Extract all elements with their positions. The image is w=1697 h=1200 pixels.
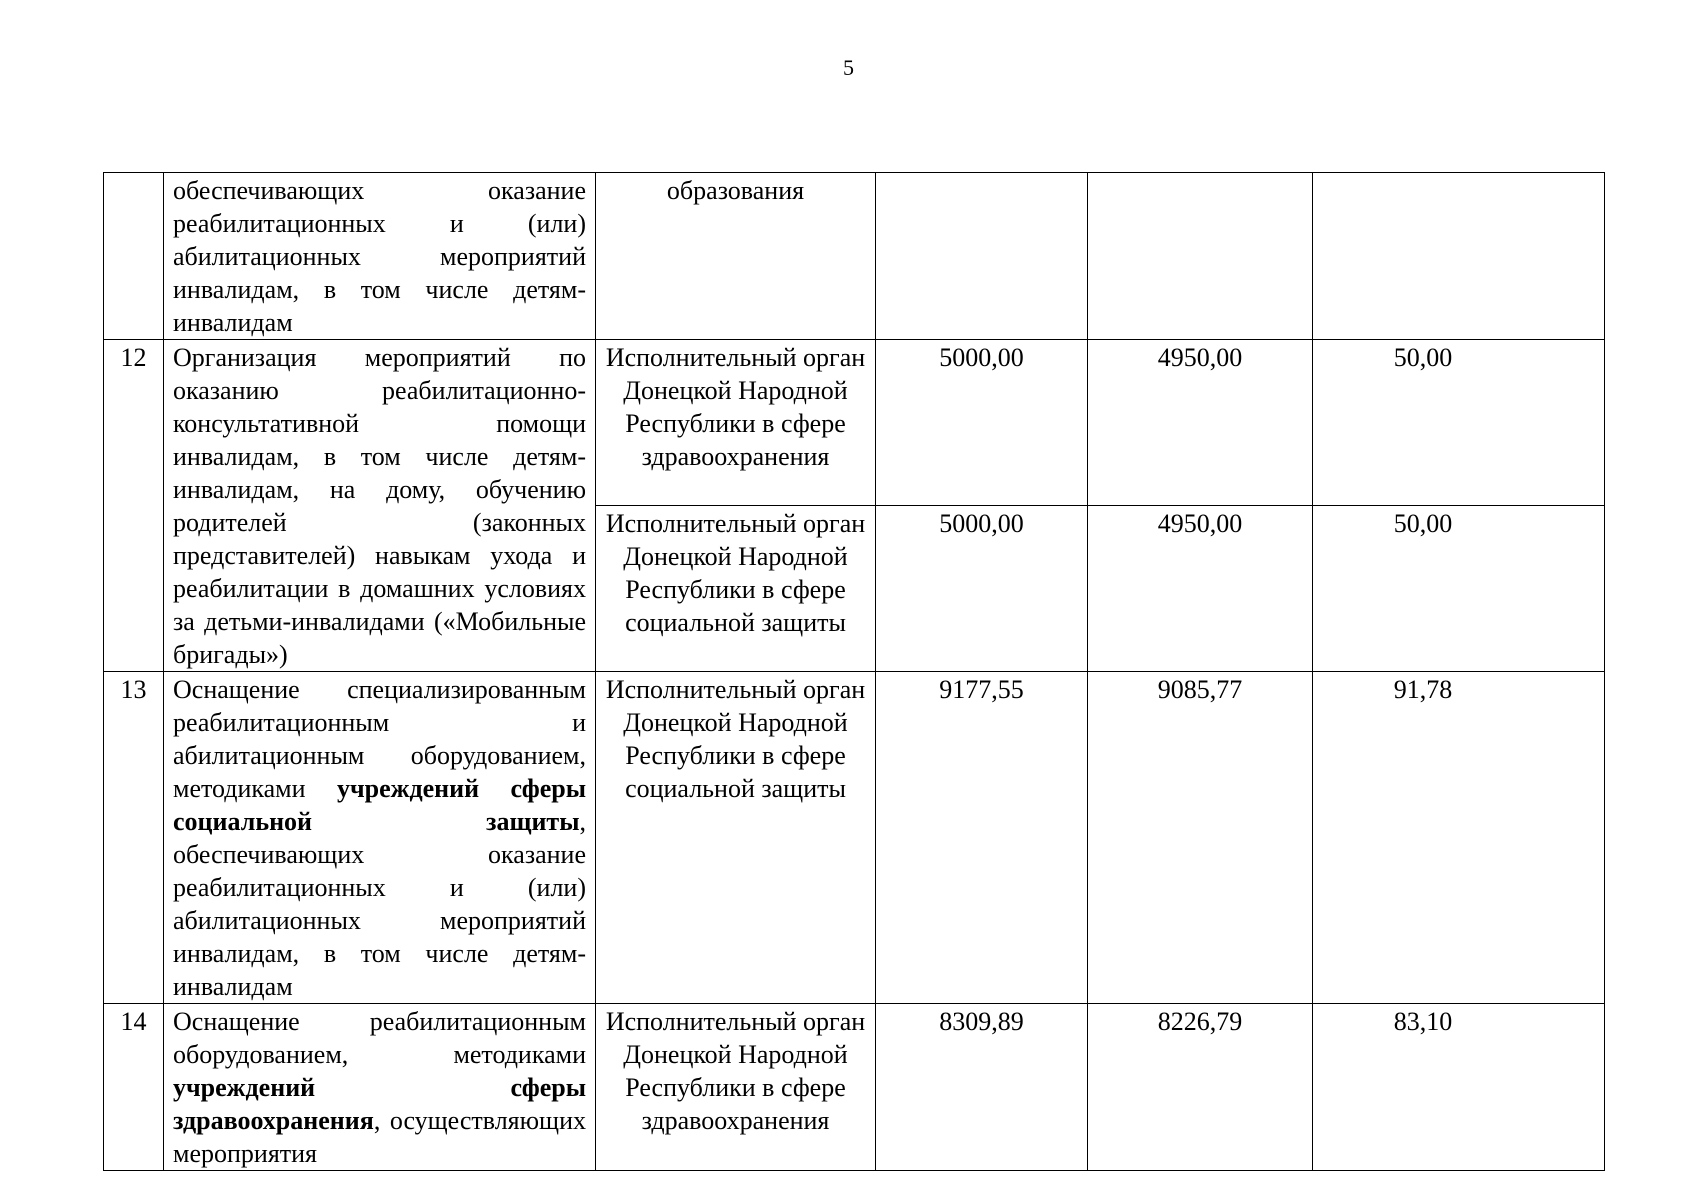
total-amount: 5000,00 bbox=[876, 340, 1088, 506]
row-number-cell bbox=[104, 173, 164, 340]
table-row bbox=[104, 672, 1605, 1004]
measure-description: обеспечивающих оказание реабилитационных и (или) абилитационных мероприятий инвалидам, в том числе детям-инвалидам bbox=[164, 173, 596, 340]
measure-description bbox=[164, 672, 596, 1004]
row-number-cell: 12 bbox=[104, 340, 164, 672]
regional-amount bbox=[1313, 173, 1605, 340]
executor-cell: Исполнительный орган Донецкой Народной Республики в сфере социальной защиты bbox=[596, 506, 876, 672]
measure-description: Организация мероприятий по оказанию реабилитационно-консультативной помощи инвалидам, в том числе детям-инвалидам, на дому, обучению родителей (законных представителей) навыкам ухода и реабилитации в домашних условиях за детьми-инвалидами («Мобильные бригады») bbox=[164, 340, 596, 672]
regional-amount: 50,00 bbox=[1313, 340, 1605, 506]
measures-table bbox=[103, 172, 1605, 1171]
description-bold-text: учреждений сферы здравоохранения bbox=[173, 1073, 586, 1135]
federal-amount: 4950,00 bbox=[1088, 506, 1313, 672]
regional-amount: 91,78 bbox=[1313, 672, 1605, 1004]
description-text: , осуществляющих мероприятия bbox=[173, 1106, 586, 1168]
table-row bbox=[104, 173, 1605, 340]
description-bold-text: учреждений сферы социальной защиты bbox=[173, 774, 587, 836]
description-text: Оснащение специализированным реабилитационным и абилитационным оборудованием, методиками bbox=[173, 675, 586, 803]
row-number-cell: 14 bbox=[104, 1004, 164, 1171]
total-amount: 9177,55 bbox=[876, 672, 1088, 1004]
page-number: 5 bbox=[843, 55, 854, 80]
total-amount: 5000,00 bbox=[876, 506, 1088, 672]
federal-amount: 9085,77 bbox=[1088, 672, 1313, 1004]
row-number-cell: 13 bbox=[104, 672, 164, 1004]
executor-cell: Исполнительный орган Донецкой Народной Республики в сфере здравоохранения bbox=[596, 1004, 876, 1171]
table-row bbox=[104, 340, 1605, 506]
description-text: Оснащение реабилитационным оборудованием, методиками bbox=[173, 1007, 586, 1069]
regional-amount: 50,00 bbox=[1313, 506, 1605, 672]
executor-cell: образования bbox=[596, 173, 876, 340]
table-row bbox=[104, 1004, 1605, 1171]
executor-cell: Исполнительный орган Донецкой Народной Республики в сфере здравоохранения bbox=[596, 340, 876, 506]
description-text: , обеспечивающих оказание реабилитационных и (или) абилитационных мероприятий инвалидам, в том числе детям-инвалидам bbox=[173, 807, 586, 1001]
measure-description bbox=[164, 1004, 596, 1171]
federal-amount: 8226,79 bbox=[1088, 1004, 1313, 1171]
executor-cell: Исполнительный орган Донецкой Народной Республики в сфере социальной защиты bbox=[596, 672, 876, 1004]
regional-amount: 83,10 bbox=[1313, 1004, 1605, 1171]
federal-amount: 4950,00 bbox=[1088, 340, 1313, 506]
total-amount bbox=[876, 173, 1088, 340]
total-amount: 8309,89 bbox=[876, 1004, 1088, 1171]
federal-amount bbox=[1088, 173, 1313, 340]
